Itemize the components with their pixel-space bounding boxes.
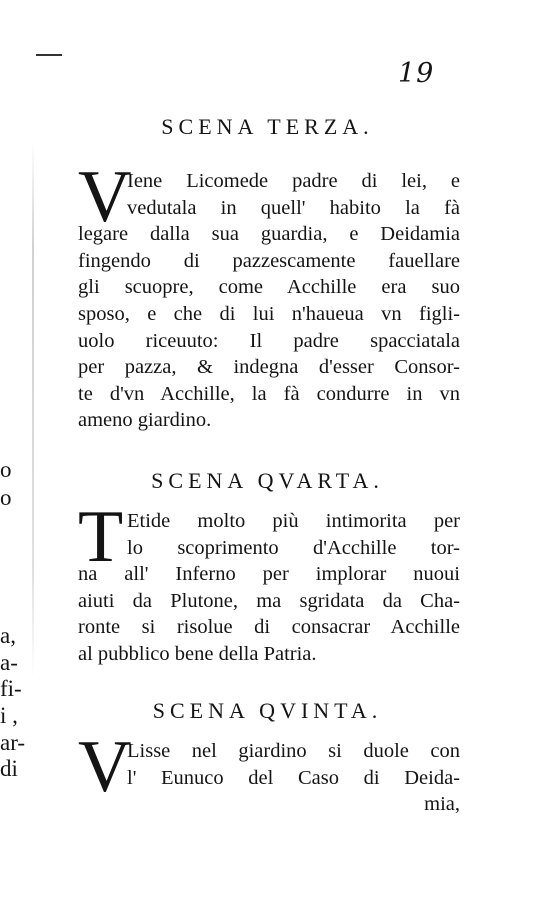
catchword: mia, <box>424 793 460 816</box>
text-line: sposo, e che di lui n'haueua vn figli- <box>78 302 460 325</box>
page-gutter-shadow <box>32 140 34 680</box>
text-line: uolo riceuuto: Il padre spacciatala <box>78 329 460 352</box>
text-line: fingendo di pazzescamente fauellare <box>78 249 460 272</box>
scene-quarta-text <box>78 496 460 668</box>
margin-fragment: di <box>0 756 18 781</box>
text-line: al pubblico bene della Patria. <box>78 642 317 665</box>
text-line: te d'vn Acchille, la fà condurre in vn <box>78 382 460 405</box>
scene-heading-quinta: SCENA QVINTA. <box>152 698 383 723</box>
margin-fragment: a- <box>0 650 18 675</box>
page-edge-mark <box>36 54 62 56</box>
scene-heading-terza: SCENA TERZA. <box>161 114 374 139</box>
text-line: ameno giardino. <box>78 409 212 432</box>
text-line: aiuti da Plutone, ma sgridata da Cha- <box>78 589 460 612</box>
scene-heading-quarta: SCENA QVARTA. <box>151 468 384 493</box>
drop-capital: V <box>78 156 132 238</box>
drop-capital: V <box>78 726 132 808</box>
text-line: Iene Licomede padre di lei, e <box>127 170 460 192</box>
text-line: legare dalla sua guardia, e Deidamia <box>78 223 460 246</box>
text-line: vedutala in quell' habito la fà <box>127 196 460 219</box>
margin-fragment: fi- <box>0 676 22 701</box>
drop-capital: T <box>78 496 124 578</box>
margin-fragment: o <box>0 485 12 510</box>
text-line: gli scuopre, come Acchille era suo <box>78 276 460 299</box>
text-line: lo scoprimento d'Acchille tor- <box>127 536 460 559</box>
margin-fragment: ar- <box>0 730 26 755</box>
text-line: l' Eunuco del Caso di Deida- <box>127 766 460 789</box>
scene-terza-text <box>78 156 460 434</box>
text-line: Etide molto più intimorita per <box>127 510 460 532</box>
text-line: na all' Inferno per implorar nuoui <box>78 563 460 586</box>
margin-fragment: o <box>0 457 12 482</box>
margin-fragment: a, <box>0 623 16 648</box>
text-line: per pazza, & indegna d'esser Consor- <box>78 356 460 379</box>
text-line: Lisse nel giardino si duole con <box>127 740 460 762</box>
scene-quinta-text <box>78 726 460 818</box>
text-line: ronte si risolue di consacrar Acchille <box>78 616 460 639</box>
margin-fragment: i , <box>0 703 18 728</box>
page-number: 19 <box>398 58 435 89</box>
